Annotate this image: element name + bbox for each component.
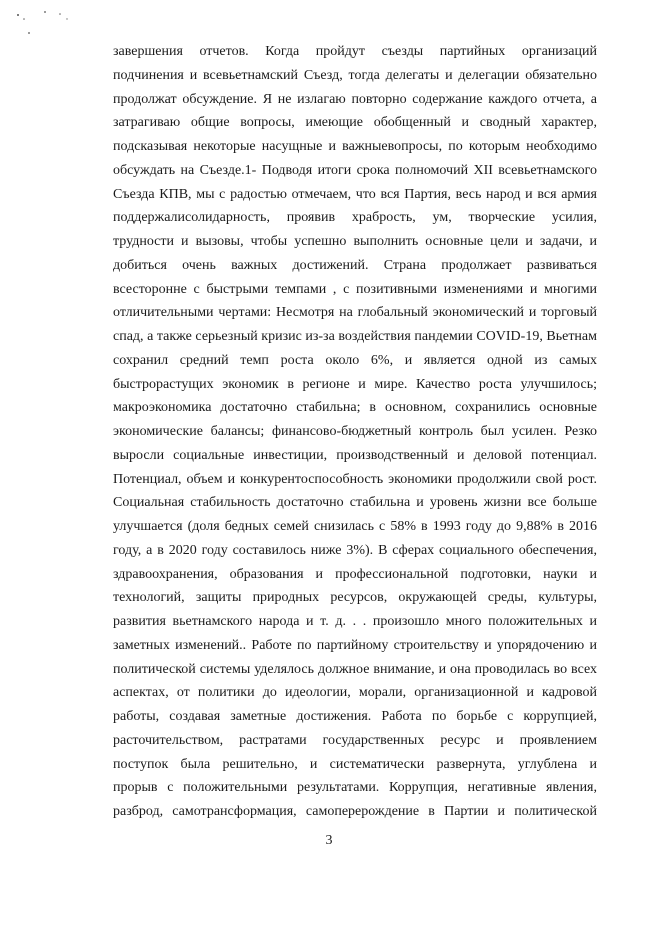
- text-line: Социальная стабильность достаточно стабильна и уровень жизни все больше: [113, 495, 597, 511]
- text-line: затрагиваю общие вопросы, имеющие обобщенный и сводный характер,: [113, 115, 597, 131]
- text-line: завершения отчетов. Когда пройдут съезды партийных организаций: [113, 44, 597, 59]
- text-line: экономические балансы; финансово-бюджетный контроль был усилен. Резко: [113, 424, 597, 439]
- text-line: подчинения и всевьетнамский Съезд, тогда делегаты и делегации обязательно: [113, 67, 597, 83]
- scan-specks: [0, 0, 90, 50]
- text-line: быстрорастущих экономик в регионе и мире. Качество роста улучшилось;: [113, 376, 597, 392]
- text-line: здравоохранения, образования и профессиональной подготовки, науки и: [113, 566, 597, 582]
- text-line: расточительством, растратами государственных ресурс и проявлением: [113, 732, 597, 748]
- text-line: макроэкономика достаточно стабильна; в основном, сохранились основные: [113, 400, 597, 416]
- body-text: [113, 40, 597, 824]
- text-line: обсуждать на Съезде.1- Подводя итоги срока полномочий XII всевьетнамского: [113, 162, 597, 178]
- text-line: аспектах, от политики до идеологии, морали, организационной и кадровой: [113, 685, 597, 701]
- text-line: подсказывая некоторые насущные и важныевопросы, по которым необходимо: [113, 139, 597, 154]
- text-line: трудности и вызовы, чтобы успешно выполнить основные цели и задачи, и: [113, 234, 597, 249]
- text-line: Съезда КПВ, мы с радостью отмечаем, что вся Партия, весь народ и вся армия: [113, 186, 597, 202]
- text-line: Потенциал, объем и конкурентоспособность экономики продолжили свой рост.: [113, 471, 597, 487]
- page-number: 3: [325, 833, 333, 848]
- text-line: прорыв с положительными результатами. Коррупция, негативные явления,: [113, 780, 597, 796]
- text-line: разброд, самотрансформация, самоперерождение в Партии и политической: [113, 804, 597, 819]
- text-line: политической системы уделялось должное внимание, и она проводилась во всех: [113, 661, 597, 677]
- text-line: заметных изменений.. Работе по партийному строительству и упорядочению и: [113, 637, 597, 653]
- text-line: всесторонне с быстрыми темпами , с позитивными изменениями и многими: [113, 281, 597, 297]
- text-line: работы, создавая заметные достижения. Работа по борьбе с коррупцией,: [113, 709, 597, 724]
- text-line: добиться очень важных достижений. Страна продолжает развиваться: [113, 257, 597, 273]
- text-line: поддержалисолидарность, проявив храбрость, ум, творческие усилия,: [113, 210, 597, 226]
- text-line: году, а в 2020 году составилось ниже 3%). В сферах социального обеспечения,: [113, 542, 597, 558]
- text-line: развития вьетнамского народа и т. д. . . произошло много положительных и: [113, 614, 597, 629]
- text-line: спад, а также серьезный кризис из-за воздействия пандемии COVID-19, Вьетнам: [113, 329, 597, 344]
- text-line: отличительными чертами: Несмотря на глобальный экономический и торговый: [113, 305, 597, 321]
- text-line: улучшается (доля бедных семей снизилась с 58% в 1993 году до 9,88% в 2016: [113, 519, 597, 534]
- text-line: поступок была решительно, и систематически развернута, углублена и: [113, 756, 597, 772]
- text-line: технологий, защиты природных ресурсов, окружающей среды, культуры,: [113, 590, 597, 606]
- text-line: продолжат обсуждение. Я не излагаю повторно содержание каждого отчета, а: [113, 91, 597, 107]
- text-line: выросли социальные инвестиции, производственный и деловой потенциал.: [113, 447, 597, 463]
- text-line: сохранил средний темп роста около 6%, и является одной из самых: [113, 352, 597, 368]
